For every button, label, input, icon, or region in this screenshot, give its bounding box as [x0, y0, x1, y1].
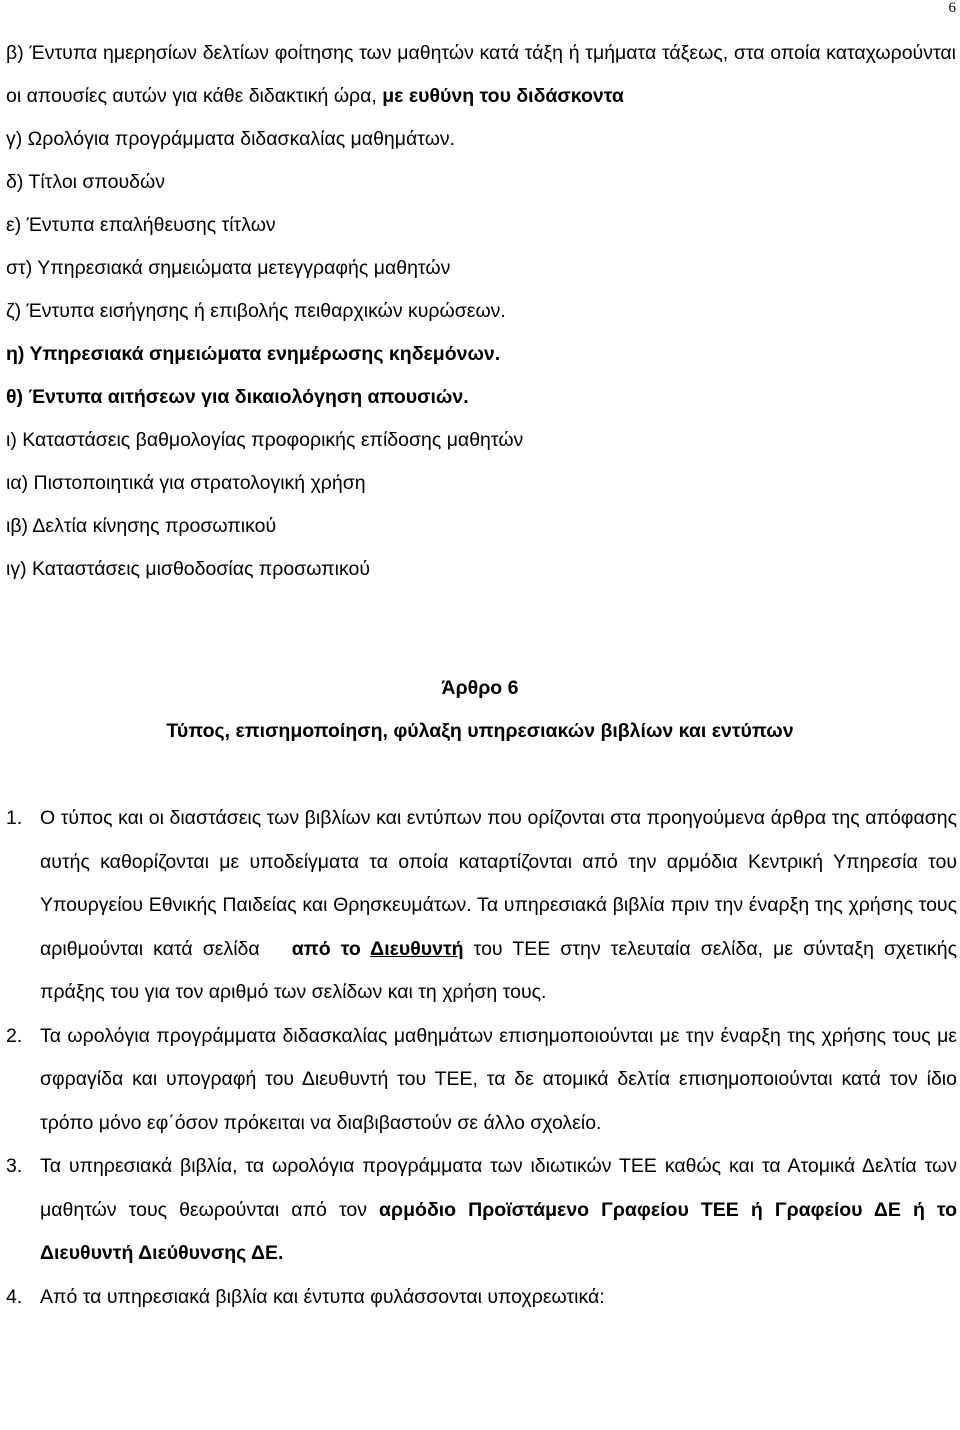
paragraph-number: 3.: [6, 1155, 23, 1177]
forms-list: [6, 32, 956, 591]
list-item-b-emphasis: με ευθύνη του διδάσκοντα: [382, 85, 624, 107]
list-item-b: [6, 32, 956, 118]
paragraph-2: [6, 1015, 957, 1146]
article-number: Άρθρο 6: [441, 677, 519, 699]
list-item-st: στ) Υπηρεσιακά σημειώματα μετεγγραφής μαθητών: [6, 257, 451, 279]
list-item-ib: ιβ) Δελτία κίνησης προσωπικού: [6, 515, 277, 537]
list-item-ig: ιγ) Καταστάσεις μισθοδοσίας προσωπικού: [6, 558, 370, 580]
paragraph-2-text: Τα ωρολόγια προγράμματα διδασκαλίας μαθημάτων επισημοποιούνται με την έναρξη της χρήσης τους με σφραγίδα και υπογραφή του Διευθυντή του ΤΕΕ, τα δε ατομικά δελτία επισημοποιούνται κατά τον ίδιο τρόπο μόνο εφ΄όσον πρόκειται να διαβιβαστούν σε άλλο σχολείο.: [40, 1024, 957, 1134]
list-item-d: δ) Τίτλοι σπουδών: [6, 171, 165, 193]
list-item-ia: ια) Πιστοποιητικά για στρατολογική χρήση: [6, 472, 366, 494]
paragraph-4: [6, 1276, 957, 1320]
paragraph-1-text-end: του ΤΕΕ στην τελευταία σελίδα, με σύνταξη σχετικής πράξης του για τον αριθμό των σελίδων και τη χρήση τους.: [40, 937, 957, 1003]
article-title: Τύπος, επισημοποίηση, φύλαξη υπηρεσιακών βιβλίων και εντύπων: [166, 720, 794, 742]
list-item-h: η) Υπηρεσιακά σημειώματα ενημέρωσης κηδεμόνων.: [6, 343, 501, 365]
list-item-i: ι) Καταστάσεις βαθμολογίας προφορικής επίδοσης μαθητών: [6, 429, 524, 451]
paragraph-3-text: Τα υπηρεσιακά βιβλία, τα ωρολόγια προγράμματα των ιδιωτικών ΤΕΕ καθώς και τα Ατομικά Δελτία των μαθητών τους θεωρούνται από τον: [40, 1155, 957, 1221]
list-item-g: γ) Ωρολόγια προγράμματα διδασκαλίας μαθημάτων.: [6, 128, 456, 150]
article-paragraphs: [6, 797, 957, 1319]
paragraph-3: [6, 1145, 957, 1276]
paragraph-4-text: Από τα υπηρεσιακά βιβλία και έντυπα φυλάσσονται υποχρεωτικά:: [40, 1285, 605, 1308]
paragraph-1-text: Ο τύπος και οι διαστάσεις των βιβλίων και εντύπων που ορίζονται στα προηγούμενα άρθρα της απόφασης αυτής καθορίζονται με υποδείγματα τα οποία καταρτίζονται από την αρμόδια Κεντρική Υπηρεσία του Υπουργείου Εθνικής Παιδείας και Θρησκευμάτων. Τα υπηρεσιακά βιβλία πριν την έναρξη της χρήσης τους αριθμούνται κατά σελίδα: [40, 807, 957, 960]
paragraph-number: 1.: [6, 807, 23, 829]
list-item-e: ε) Έντυπα επαλήθευσης τίτλων: [6, 214, 276, 236]
paragraph-3-emphasis: αρμόδιο Προϊστάμενο Γραφείου ΤΕΕ ή Γραφείου ΔΕ ή το Διευθυντή Διεύθυνσης ΔΕ.: [40, 1198, 957, 1264]
list-item-th: θ) Έντυπα αιτήσεων για δικαιολόγηση απουσιών.: [6, 386, 469, 408]
paragraph-1: [6, 797, 957, 1015]
paragraph-1-emphasis: από το: [291, 937, 371, 960]
paragraph-number: 2.: [6, 1024, 23, 1047]
paragraph-1-emphasis-underlined: Διευθυντή: [370, 937, 464, 960]
list-item-z: ζ) Έντυπα εισήγησης ή επιβολής πειθαρχικών κυρώσεων.: [6, 300, 506, 322]
paragraph-number: 4.: [6, 1285, 23, 1308]
list-item-b-text: β) Έντυπα ημερησίων δελτίων φοίτησης των μαθητών κατά τάξη ή τμήματα τάξεως, στα οποία καταχωρούνται οι απουσίες αυτών για κάθε διδακτική ώρα,: [6, 42, 956, 107]
page-number: 6: [948, 0, 956, 16]
